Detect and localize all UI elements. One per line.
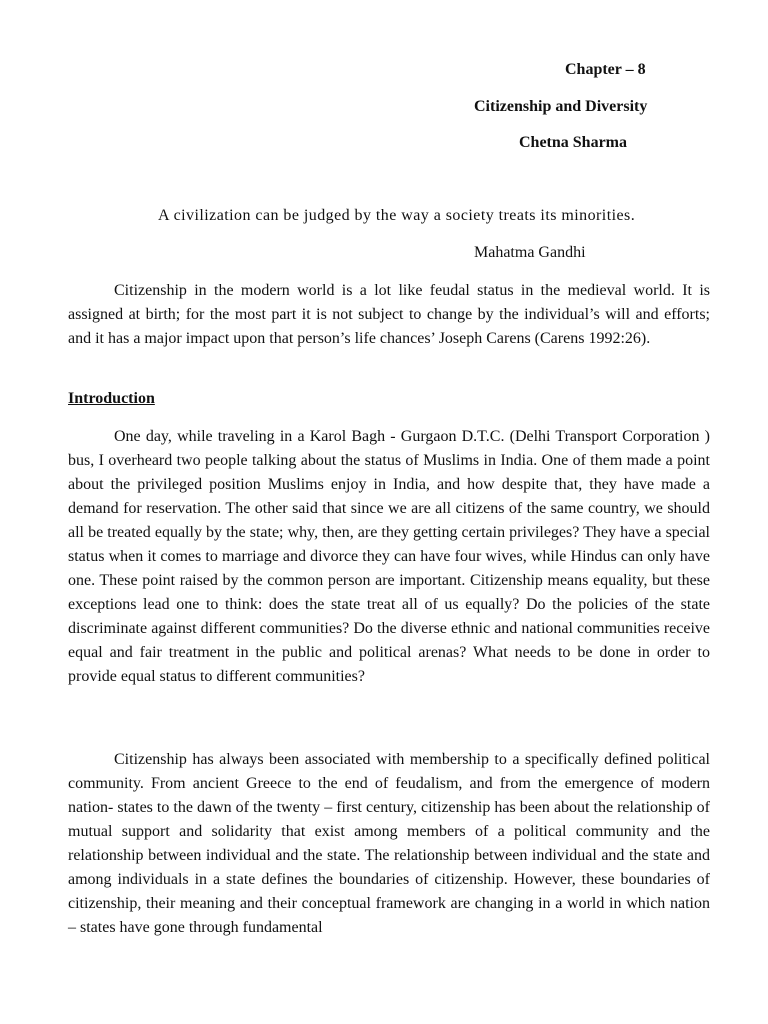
intro-paragraph-2: Citizenship has always been associated with membership to a specifically defined political community. From ancient Greece to the end of feudalism, and from the emergence of modern nation- states to the dawn of the twenty – first century, citizenship has been about the relationship of mutual support and solidarity that exist among members of a political community and the relationship between individual and the state. The relationship between individual and the state and among individuals in a state defines the boundaries of citizenship. However, these boundaries of citizenship, their meaning and their conceptual framework are changing in a world in which nation – states have gone through fundamental — [68, 751, 710, 936]
epigraph-quote: A civilization can be judged by the way a society treats its minorities. — [158, 207, 636, 224]
section-heading-introduction: Introduction — [68, 390, 155, 407]
intro-paragraph-1: One day, while traveling in a Karol Bagh - Gurgaon D.T.C. (Delhi Transport Corporation ) bus, I overheard two people talking about the status of Muslims in India. One of them made a point about the privileged position Muslims enjoy in India, and how despite that, they have made a demand for reservation. The other said that since we are all citizens of the same country, we should all be treated equally by the state; why, then, are they getting certain privileges? They have a special status when it comes to marriage and divorce they can have four wives, while Hindus can only have one. These point raised by the common person are important. Citizenship means equality, but these exceptions lead one to think: does the state treat all of us equally? Do the policies of the state discriminate against different communities? Do the diverse ethnic and national communities receive equal and fair treatment in the public and political arenas? What needs to be done in order to provide equal status to different communities? — [68, 428, 710, 685]
author-name: Chetna Sharma — [519, 134, 628, 151]
chapter-title: Citizenship and Diversity — [474, 98, 648, 115]
epigraph-attribution: Mahatma Gandhi — [474, 244, 586, 261]
opening-paragraph: Citizenship in the modern world is a lot like feudal status in the medieval world. It is assigned at birth; for the most part it is not subject to change by the individual’s will and efforts; and it has a major impact upon that person’s life chances’ Joseph Carens (Carens 1992:26). — [68, 282, 710, 347]
chapter-number: Chapter – 8 — [565, 61, 646, 78]
